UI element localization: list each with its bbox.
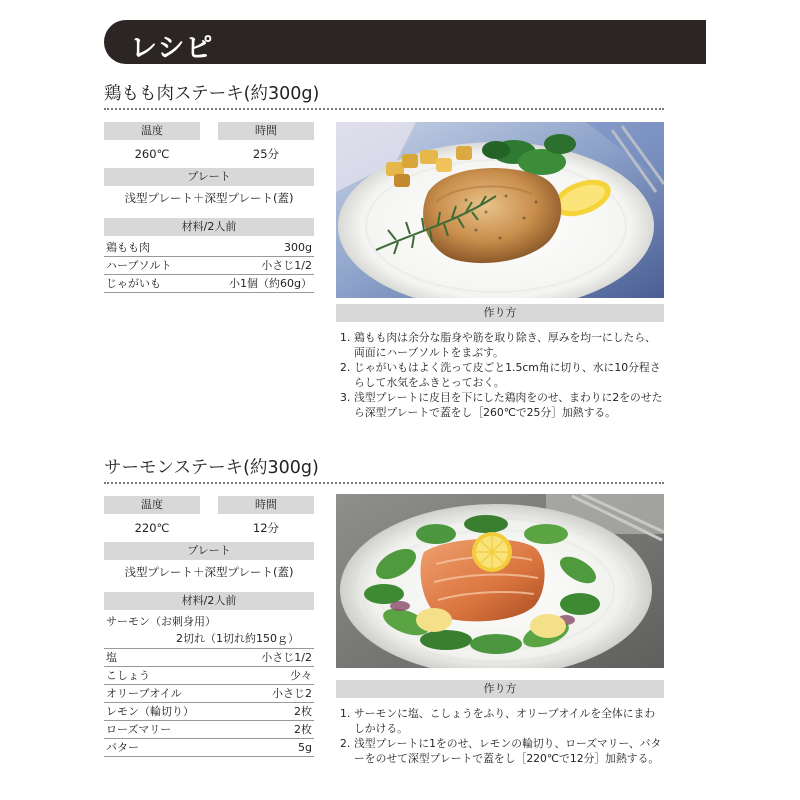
- salmon-steak-image: [336, 494, 664, 668]
- ingredient-amount: 2枚: [294, 705, 312, 718]
- ingredient-amount: 少々: [290, 669, 312, 682]
- ingredient-amount: 2切れ（1切れ約150ｇ）: [176, 632, 299, 645]
- recipe-title: 鶏もも肉ステーキ(約300g): [104, 84, 320, 104]
- ingredient-name: レモン（輪切り）: [106, 705, 194, 718]
- step-item: [336, 390, 664, 420]
- ingredient-amount: 5g: [298, 741, 312, 754]
- plate-value: 浅型プレート＋深型プレート(蓋): [124, 191, 294, 205]
- ingredient-row: [104, 668, 314, 685]
- ingredient-name: ハーブソルト: [106, 259, 172, 272]
- time-value: 12分: [252, 521, 280, 535]
- plate-label: プレート: [104, 542, 314, 560]
- temp-value: 260℃: [134, 147, 170, 161]
- step-item: [336, 360, 664, 390]
- temp-label: 温度: [104, 122, 200, 140]
- ingredient-amount: 小さじ1/2: [261, 259, 312, 272]
- step-item: [336, 330, 664, 360]
- ingredient-name: こしょう: [106, 669, 150, 682]
- ingredient-row: [104, 740, 314, 757]
- temp-value: 220℃: [134, 521, 170, 535]
- step-number: 1.: [340, 331, 351, 344]
- step-text: じゃがいもはよく洗って皮ごと1.5cm角に切り、水に10分程さらして水気をふきとっておく。: [354, 361, 661, 389]
- recipe-salmon: [104, 452, 664, 792]
- ingredient-name: 鶏もも肉: [106, 241, 150, 254]
- ingredient-row: [104, 704, 314, 721]
- salmon-steak-photo: [336, 494, 664, 668]
- step-text: 浅型プレートに皮目を下にした鶏肉をのせ、まわりに2をのせたら深型プレートで蓋をし［260℃で25分］加熱する。: [354, 391, 663, 419]
- ingredient-row: [104, 686, 314, 703]
- page-title: レシピ: [130, 33, 214, 64]
- ingredient-name: バター: [106, 741, 139, 754]
- ingredient-amount: 小1個（約60g）: [229, 277, 312, 290]
- step-number: 3.: [340, 391, 351, 404]
- method-label: 作り方: [336, 304, 664, 322]
- step-text: 鶏もも肉は余分な脂身や筋を取り除き、厚みを均一にしたら、両面にハーブソルトをまぶす。: [354, 331, 656, 359]
- recipe-chicken: [104, 78, 664, 418]
- ingredient-name: オリーブオイル: [106, 687, 182, 700]
- method-steps: [336, 330, 664, 420]
- plate-label: プレート: [104, 168, 314, 186]
- chicken-steak-photo: [336, 122, 664, 298]
- divider: [104, 108, 664, 110]
- ingredient-row: [104, 614, 314, 649]
- step-number: 2.: [340, 361, 351, 374]
- step-item: [336, 706, 664, 736]
- method-steps: [336, 706, 664, 766]
- ingredient-name: サーモン（お刺身用）: [106, 615, 216, 628]
- step-text: 浅型プレートに1をのせ、レモンの輪切り、ローズマリー、バターをのせて深型プレートで蓋をし［220℃で12分］加熱する。: [354, 737, 662, 765]
- time-value: 25分: [252, 147, 280, 161]
- ingredient-amount: 小さじ1/2: [261, 651, 312, 664]
- ingredient-row: [104, 240, 314, 257]
- ingredient-row: [104, 722, 314, 739]
- ingredient-row: [104, 276, 314, 293]
- step-item: [336, 736, 664, 766]
- step-number: 2.: [340, 737, 351, 750]
- ingredient-row: [104, 258, 314, 275]
- divider: [104, 482, 664, 484]
- step-number: 1.: [340, 707, 351, 720]
- temp-label: 温度: [104, 496, 200, 514]
- ingredient-name: じゃがいも: [106, 277, 161, 290]
- ingredient-name: 塩: [106, 651, 117, 664]
- chicken-steak-image: [336, 122, 664, 298]
- ingredients-label: 材料/2人前: [104, 592, 314, 610]
- time-label: 時間: [218, 122, 314, 140]
- plate-value: 浅型プレート＋深型プレート(蓋): [124, 565, 294, 579]
- ingredient-name: ローズマリー: [106, 723, 172, 736]
- header-bar: [104, 20, 706, 64]
- ingredient-amount: 小さじ2: [272, 687, 312, 700]
- ingredient-amount: 2枚: [294, 723, 312, 736]
- recipe-title: サーモンステーキ(約300g): [104, 458, 319, 478]
- method-label: 作り方: [336, 680, 664, 698]
- ingredient-amount: 300g: [284, 241, 312, 254]
- time-label: 時間: [218, 496, 314, 514]
- ingredient-row: [104, 650, 314, 667]
- step-text: サーモンに塩、こしょうをふり、オリーブオイルを全体にまわしかける。: [354, 707, 656, 735]
- ingredients-label: 材料/2人前: [104, 218, 314, 236]
